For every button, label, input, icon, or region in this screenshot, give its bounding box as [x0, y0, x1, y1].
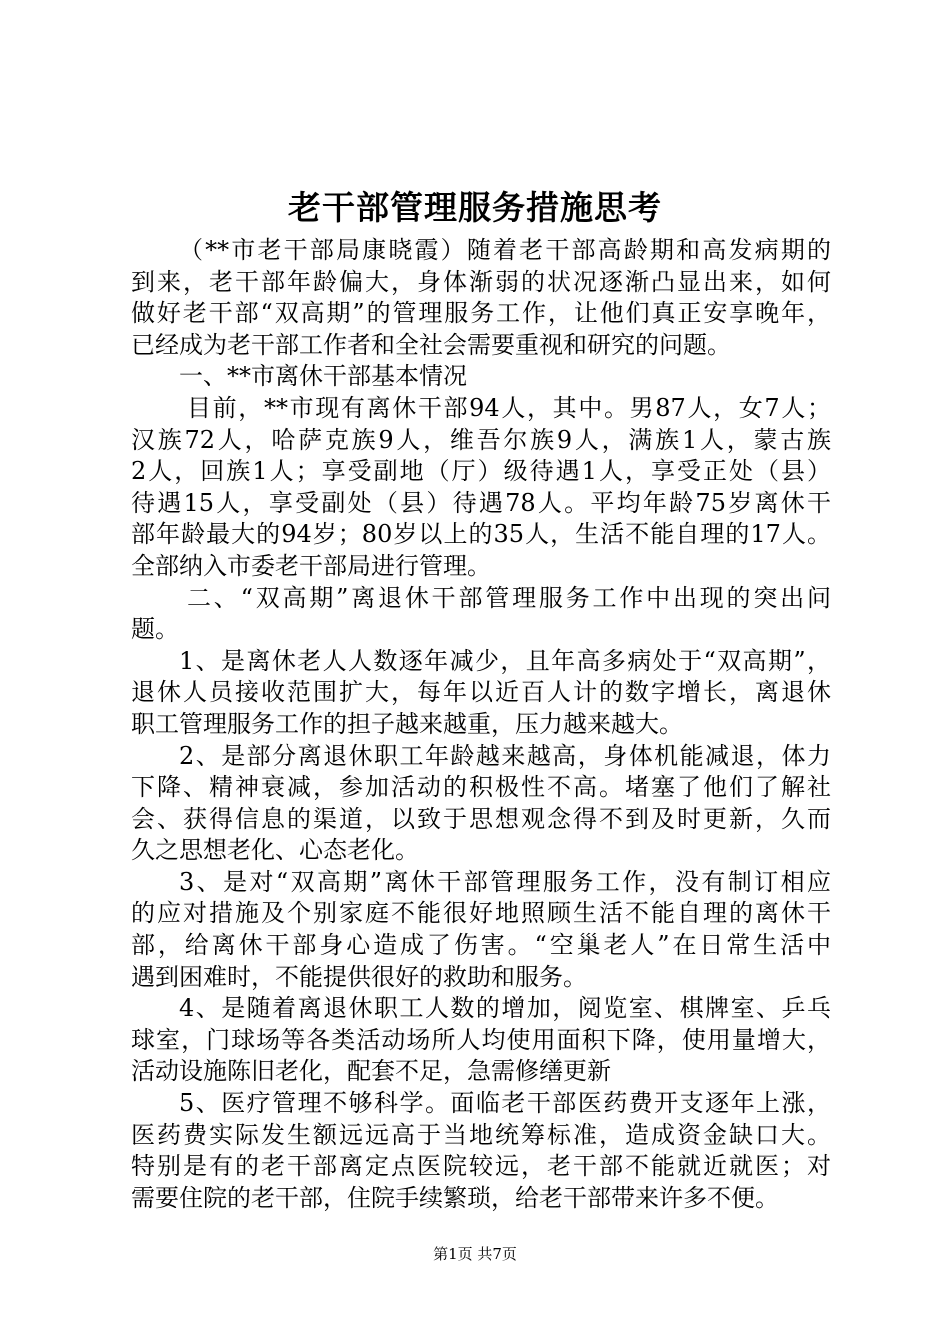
- paragraph-line: 3、是对“双高期”离休干部管理服务工作，没有制订相应: [179, 867, 831, 896]
- paragraph-line: （**市老干部局康晓霞）随着老干部高龄期和高发病期的: [179, 236, 831, 264]
- paragraph-line: 做好老干部“双高期”的管理服务工作，让他们真正安享晚年，: [131, 299, 831, 328]
- paragraph-line: 5、医疗管理不够科学。面临老干部医药费开支逐年上涨，: [179, 1089, 831, 1118]
- document-title: 老干部管理服务措施思考: [288, 188, 662, 227]
- paragraph-line: 久之思想老化、心态老化。: [131, 836, 419, 865]
- document-body: [131, 235, 831, 1214]
- paragraph-line: 到来，老干部年龄偏大，身体渐弱的状况逐渐凸显出来，如何: [131, 267, 831, 296]
- section-heading: 二、“双高期”离退休干部管理服务工作中出现的突出问: [187, 583, 831, 612]
- section-heading: 一、**市离休干部基本情况: [179, 362, 467, 391]
- paragraph-line: 下降、精神衰减，参加活动的积极性不高。堵塞了他们了解社: [131, 773, 831, 802]
- paragraph-line: 需要住院的老干部，住院手续繁琐，给老干部带来许多不便。: [131, 1183, 779, 1212]
- paragraph-line: 2人，回族1人；享受副地（厅）级待遇1人，享受正处（县）: [131, 457, 831, 486]
- paragraph-line: 全部纳入市委老干部局进行管理。: [131, 551, 491, 580]
- section-heading: 题。: [131, 615, 179, 644]
- paragraph-line: 的应对措施及个别家庭不能很好地照顾生活不能自理的离休干: [131, 899, 831, 928]
- paragraph-line: 待遇15人，享受副处（县）待遇78人。平均年龄75岁离休干: [131, 488, 831, 517]
- page-footer: 第1页 共7页: [433, 1245, 517, 1263]
- paragraph-line: 4、是随着离退休职工人数的增加，阅览室、棋牌室、乒乓: [179, 994, 831, 1023]
- paragraph-line: 遇到困难时，不能提供很好的救助和服务。: [131, 962, 587, 991]
- paragraph-line: 会、获得信息的渠道，以致于思想观念得不到及时更新，久而: [131, 804, 831, 833]
- paragraph-line: 职工管理服务工作的担子越来越重，压力越来越大。: [131, 709, 683, 738]
- paragraph-line: 目前，**市现有离休干部94人，其中。男87人，女7人；: [187, 393, 831, 422]
- paragraph-line: 2、是部分离退休职工年龄越来越高，身体机能减退，体力: [179, 741, 831, 770]
- paragraph-line: 1、是离休老人人数逐年减少，且年高多病处于“双高期”，: [179, 646, 831, 675]
- paragraph-line: 部年龄最大的94岁；80岁以上的35人，生活不能自理的17人。: [131, 520, 831, 549]
- paragraph-line: 退休人员接收范围扩大，每年以近百人计的数字增长，离退休: [131, 678, 831, 707]
- paragraph-line: 球室，门球场等各类活动场所人均使用面积下降，使用量增大，: [131, 1025, 831, 1054]
- paragraph-line: 特别是有的老干部离定点医院较远，老干部不能就近就医；对: [131, 1152, 831, 1181]
- paragraph-line: 已经成为老干部工作者和全社会需要重视和研究的问题。: [131, 330, 731, 359]
- paragraph-line: 活动设施陈旧老化，配套不足，急需修缮更新: [131, 1057, 611, 1086]
- paragraph-line: 部，给离休干部身心造成了伤害。“空巢老人”在日常生活中: [131, 931, 831, 960]
- paragraph-line: 汉族72人，哈萨克族9人，维吾尔族9人，满族1人，蒙古族: [131, 425, 831, 454]
- paragraph-line: 医药费实际发生额远远高于当地统筹标准，造成资金缺口大。: [131, 1120, 831, 1149]
